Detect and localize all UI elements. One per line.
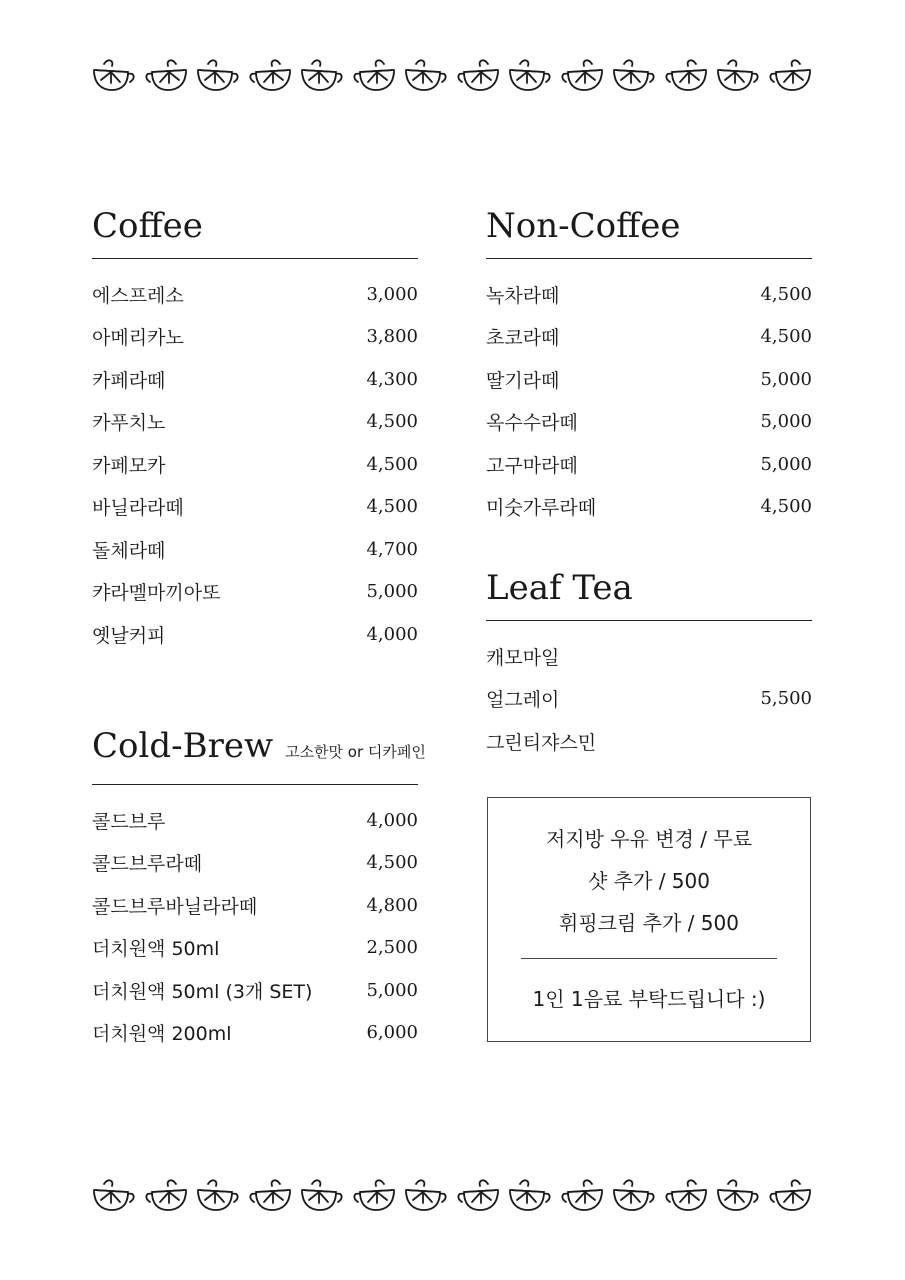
leaf-tea-list: [486, 635, 812, 763]
coffee-cup-icon: [246, 52, 294, 96]
non-coffee-divider: [486, 258, 812, 259]
coffee-cup-icon: [194, 1172, 242, 1216]
top-cup-border: [90, 52, 815, 96]
menu-item-name: 더치원액 50ml: [92, 938, 220, 961]
menu-item-price: 5,000: [366, 581, 418, 603]
menu-item-price: 4,500: [760, 283, 812, 305]
menu-item-name: 그린티쟈스민: [486, 731, 597, 754]
menu-item-price: 6,000: [366, 1022, 418, 1044]
coffee-cup-icon: [454, 1172, 502, 1216]
menu-item: [486, 401, 812, 444]
coffee-cup-icon: [90, 1172, 138, 1216]
menu-item: [486, 273, 812, 316]
non-coffee-section: [486, 204, 812, 528]
menu-item-name: 고구마라떼: [486, 454, 578, 477]
menu-item-price: 2,500: [366, 937, 418, 959]
non-coffee-title: Non-Coffee: [486, 206, 681, 246]
menu-item: [92, 528, 418, 571]
menu-item-name: 콜드브루라떼: [92, 853, 203, 876]
menu-item-price: 4,000: [366, 623, 418, 645]
coffee-list: [92, 273, 418, 656]
cold-brew-title: Cold-Brew: [92, 726, 274, 766]
menu-item: [92, 571, 418, 614]
menu-item: [486, 316, 812, 359]
menu-item: [92, 927, 418, 970]
menu-item-price: 4,500: [760, 496, 812, 518]
menu-item-name: 옥수수라떼: [486, 412, 578, 435]
menu-item-name: 카푸치노: [92, 412, 166, 435]
menu-item-name: 옛날커피: [92, 624, 166, 647]
menu-item: [92, 486, 418, 529]
coffee-cup-icon: [662, 52, 710, 96]
menu-item-name: 돌체라떼: [92, 539, 166, 562]
one-drink-per-person-note: 1인 1음료 부탁드립니다 :): [532, 987, 766, 1011]
menu-item-name: 에스프레소: [92, 284, 184, 307]
bottom-cup-border: [90, 1172, 815, 1216]
menu-item: [486, 678, 812, 721]
cold-brew-divider: [92, 784, 418, 785]
coffee-cup-icon: [350, 1172, 398, 1216]
cold-brew-section: [92, 724, 426, 1054]
menu-item: [92, 884, 418, 927]
coffee-cup-icon: [506, 52, 554, 96]
coffee-cup-icon: [350, 52, 398, 96]
menu-item-name: 아메리카노: [92, 327, 184, 350]
coffee-cup-icon: [610, 1172, 658, 1216]
coffee-cup-icon: [402, 1172, 450, 1216]
leaf-tea-divider: [486, 620, 812, 621]
menu-item-name: 녹차라떼: [486, 284, 560, 307]
menu-item-price: 4,500: [366, 852, 418, 874]
option-skim-milk: 저지방 우유 변경 / 무료: [545, 827, 753, 851]
coffee-cup-icon: [558, 52, 606, 96]
menu-item: [486, 635, 812, 678]
coffee-cup-icon: [194, 52, 242, 96]
menu-item-name: 콜드브루바닐라라떼: [92, 895, 258, 918]
coffee-cup-icon: [90, 52, 138, 96]
menu-item-price: 4,800: [366, 894, 418, 916]
coffee-cup-icon: [766, 1172, 814, 1216]
menu-item-price: 3,800: [366, 326, 418, 348]
coffee-cup-icon: [298, 1172, 346, 1216]
menu-item-price: 4,500: [366, 453, 418, 475]
menu-item-name: 캐모마일: [486, 646, 560, 669]
menu-item: [486, 486, 812, 529]
coffee-cup-icon: [246, 1172, 294, 1216]
menu-item: [92, 969, 418, 1012]
coffee-cup-icon: [506, 1172, 554, 1216]
coffee-cup-icon: [714, 52, 762, 96]
menu-item-name: 초코라떼: [486, 327, 560, 350]
menu-item: [92, 316, 418, 359]
coffee-cup-icon: [558, 1172, 606, 1216]
menu-item-name: 얼그레이: [486, 689, 560, 712]
coffee-cup-icon: [454, 52, 502, 96]
menu-item-name: 콜드브루: [92, 810, 166, 833]
coffee-cup-icon: [142, 52, 190, 96]
coffee-cup-icon: [610, 52, 658, 96]
menu-item-name: 딸기라떼: [486, 369, 560, 392]
menu-item: [92, 358, 418, 401]
menu-item: [92, 443, 418, 486]
coffee-cup-icon: [766, 52, 814, 96]
menu-item: [92, 799, 418, 842]
menu-item: [486, 358, 812, 401]
menu-item-price: 4,500: [366, 411, 418, 433]
cold-brew-title-row: [92, 724, 426, 774]
coffee-section: [92, 204, 418, 656]
menu-item: [486, 720, 812, 763]
menu-item-price: 5,500: [760, 688, 812, 710]
coffee-divider: [92, 258, 418, 259]
menu-item-price: 5,000: [366, 979, 418, 1001]
note-divider: [521, 958, 777, 959]
menu-item-price: 3,000: [366, 283, 418, 305]
menu-item-price: 4,000: [366, 809, 418, 831]
menu-item-price: 4,300: [366, 368, 418, 390]
menu-item-name: 더치원액 50ml (3개 SET): [92, 980, 313, 1003]
coffee-cup-icon: [298, 52, 346, 96]
menu-item-name: 바닐라라떼: [92, 497, 184, 520]
non-coffee-list: [486, 273, 812, 528]
coffee-cup-icon: [662, 1172, 710, 1216]
leaf-tea-title: Leaf Tea: [486, 568, 633, 608]
menu-item-price: 4,500: [760, 326, 812, 348]
menu-item-price: 5,000: [760, 453, 812, 475]
options-list: [488, 818, 810, 944]
option-whipped-cream: 휘핑크림 추가 / 500: [559, 911, 739, 935]
menu-item-name: 캬라멜마끼아또: [92, 582, 221, 605]
menu-item-name: 더치원액 200ml: [92, 1023, 232, 1046]
coffee-cup-icon: [402, 52, 450, 96]
menu-item-price: 4,700: [366, 538, 418, 560]
coffee-cup-icon: [142, 1172, 190, 1216]
menu-item: [92, 401, 418, 444]
menu-item-name: 미숫가루라떼: [486, 497, 597, 520]
leaf-tea-section: [486, 566, 812, 763]
menu-item: [92, 273, 418, 316]
coffee-cup-icon: [714, 1172, 762, 1216]
menu-item: [92, 613, 418, 656]
menu-item-price: 5,000: [760, 368, 812, 390]
options-note-box: [487, 797, 811, 1042]
menu-item: [92, 842, 418, 885]
menu-item-name: 카페라떼: [92, 369, 166, 392]
menu-item-price: 4,500: [366, 496, 418, 518]
menu-item-price: 5,000: [760, 411, 812, 433]
menu-item: [486, 443, 812, 486]
menu-item-name: 카페모카: [92, 454, 166, 477]
option-extra-shot: 샷 추가 / 500: [588, 869, 710, 893]
cold-brew-note: 고소한맛 or 디카페인: [285, 743, 426, 761]
coffee-title: Coffee: [92, 206, 203, 246]
menu-item: [92, 1012, 418, 1055]
cold-brew-list: [92, 799, 418, 1054]
